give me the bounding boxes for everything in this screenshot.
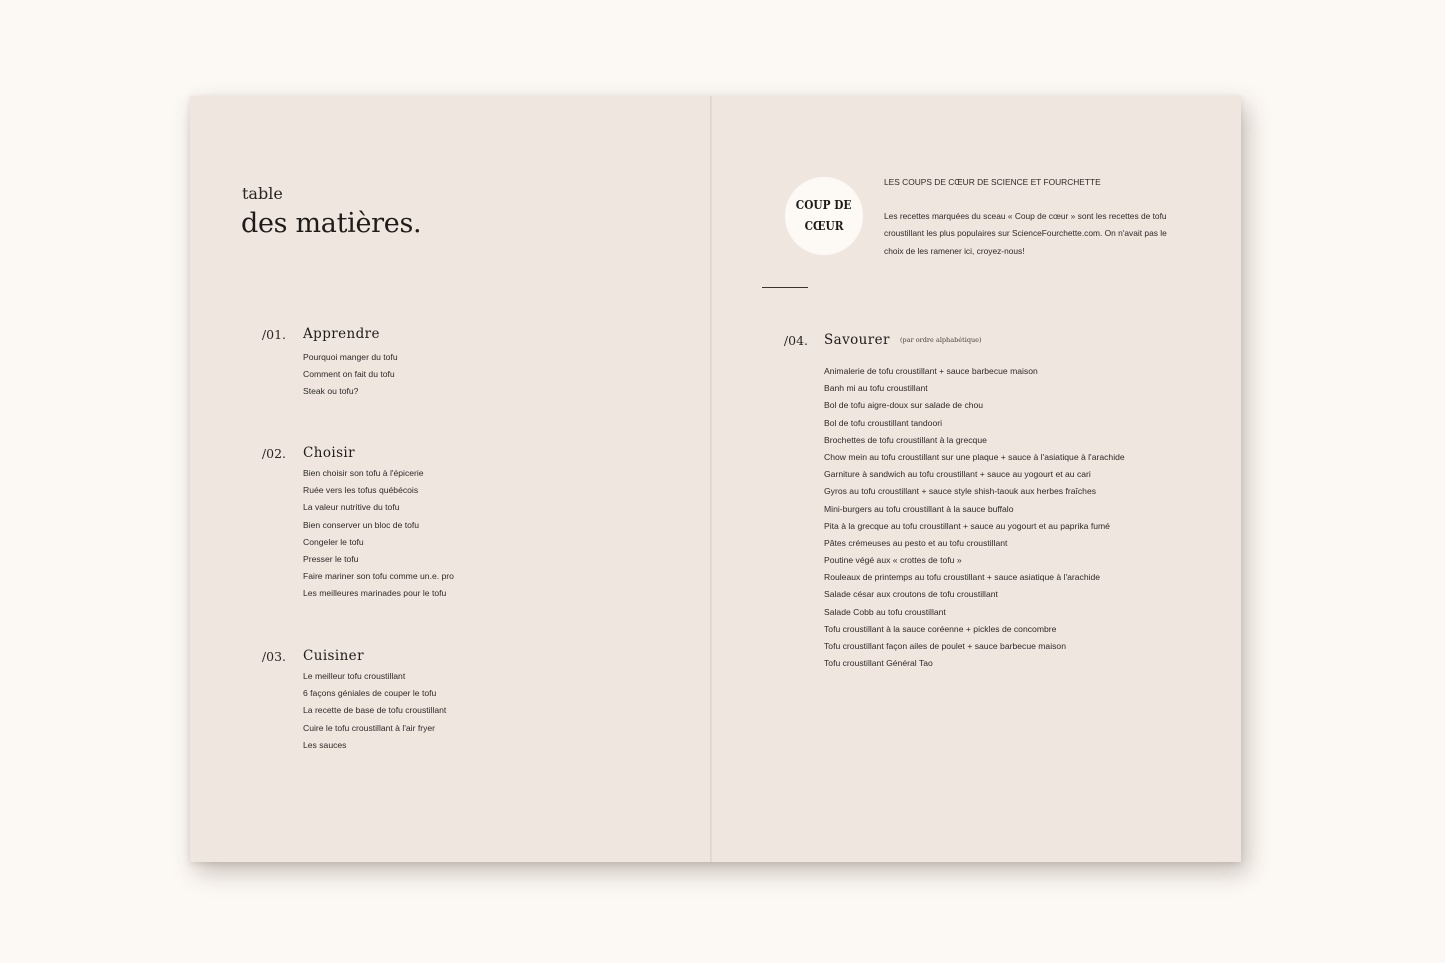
section-number: /01.: [261, 327, 286, 342]
toc-title-small: table: [242, 184, 283, 203]
coup-de-coeur-description: Les recettes marquées du sceau « Coup de cœur » sont les recettes de tofu croustillant les plus populaires sur ScienceFourchette.com. On n'avait pas le choix de les ramener ici, croyez-nous!: [884, 211, 1167, 256]
toc-item[interactable]: Pita à la grecque au tofu croustillant + sauce au yogourt et au paprika fumé: [824, 520, 1110, 531]
badge-line-1: COUP DE: [796, 198, 852, 212]
section-title: Cuisiner: [303, 648, 364, 664]
toc-item[interactable]: Bien choisir son tofu à l'épicerie: [303, 468, 424, 478]
section-note: (par ordre alphabétique): [900, 336, 982, 344]
section-title: Apprendre: [303, 326, 380, 342]
section-title: Savourer: [824, 332, 890, 348]
section-item-list: [303, 668, 446, 754]
section-number: /02.: [261, 446, 286, 461]
toc-item[interactable]: Comment on fait du tofu: [303, 369, 395, 380]
toc-item[interactable]: 6 façons géniales de couper le tofu: [303, 688, 437, 699]
toc-item[interactable]: Brochettes de tofu croustillant à la grecque: [824, 434, 987, 445]
badge-line-2: CŒUR: [804, 219, 844, 233]
toc-item[interactable]: Pâtes crémeuses au pesto et au tofu croustillant: [824, 537, 1008, 548]
toc-item[interactable]: La recette de base de tofu croustillant: [303, 705, 447, 716]
coup-de-coeur-heading: LES COUPS DE CŒUR DE SCIENCE ET FOURCHETTE: [884, 177, 1101, 187]
toc-item[interactable]: Steak ou tofu?: [303, 386, 359, 397]
toc-item[interactable]: Tofu croustillant Général Tao: [824, 658, 933, 669]
toc-item[interactable]: Bol de tofu croustillant tandoori: [824, 417, 942, 428]
toc-item[interactable]: Tofu croustillant à la sauce coréenne + pickles de concombre: [824, 623, 1057, 634]
section-number: /04.: [783, 333, 808, 348]
left-page: [190, 96, 711, 862]
section-title: Choisir: [303, 445, 355, 461]
section-item-list: [303, 465, 454, 603]
divider-line: [762, 287, 808, 288]
toc-item[interactable]: Gyros au tofu croustillant + sauce style shish-taouk aux herbes fraîches: [824, 486, 1097, 497]
toc-item[interactable]: Rouleaux de printemps au tofu croustillant + sauce asiatique à l'arachide: [824, 572, 1101, 583]
book-spread: [190, 96, 1241, 862]
toc-item[interactable]: La valeur nutritive du tofu: [303, 502, 400, 513]
toc-item[interactable]: Cuire le tofu croustillant à l'air fryer: [303, 722, 436, 733]
toc-item[interactable]: Tofu croustillant façon ailes de poulet + sauce barbecue maison: [824, 641, 1066, 651]
toc-item[interactable]: Le meilleur tofu croustillant: [303, 671, 406, 681]
toc-item[interactable]: Pourquoi manger du tofu: [303, 352, 398, 362]
toc-item[interactable]: Bien conserver un bloc de tofu: [303, 519, 420, 530]
section-item-list: [303, 349, 398, 401]
toc-item[interactable]: Mini-burgers au tofu croustillant à la sauce buffalo: [824, 503, 1014, 514]
toc-item[interactable]: Garniture à sandwich au tofu croustillant + sauce au yogourt et au cari: [824, 469, 1091, 480]
toc-item[interactable]: Bol de tofu aigre-doux sur salade de chou: [824, 400, 984, 411]
right-page: [712, 96, 1241, 862]
coup-de-coeur-badge: [785, 177, 863, 255]
toc-item[interactable]: Chow mein au tofu croustillant sur une plaque + sauce à l'asiatique à l'arachide: [824, 451, 1125, 462]
toc-title-large: des matières.: [241, 208, 422, 239]
toc-item[interactable]: Poutine végé aux « crottes de tofu »: [824, 555, 962, 566]
toc-item[interactable]: Faire mariner son tofu comme un.e. pro: [303, 571, 454, 582]
toc-item[interactable]: Les sauces: [303, 739, 347, 750]
toc-item[interactable]: Presser le tofu: [303, 553, 359, 564]
section-number: /03.: [261, 649, 286, 664]
toc-item[interactable]: Congeler le tofu: [303, 536, 364, 547]
toc-item[interactable]: Salade césar aux croutons de tofu croustillant: [824, 589, 998, 600]
toc-item[interactable]: Animalerie de tofu croustillant + sauce barbecue maison: [824, 366, 1038, 376]
toc-item[interactable]: Ruée vers les tofus québécois: [303, 485, 419, 496]
toc-item[interactable]: Banh mi au tofu croustillant: [824, 383, 928, 394]
toc-item[interactable]: Salade Cobb au tofu croustillant: [824, 606, 946, 617]
toc-item[interactable]: Les meilleures marinades pour le tofu: [303, 588, 447, 599]
section-item-list: [824, 363, 1125, 672]
